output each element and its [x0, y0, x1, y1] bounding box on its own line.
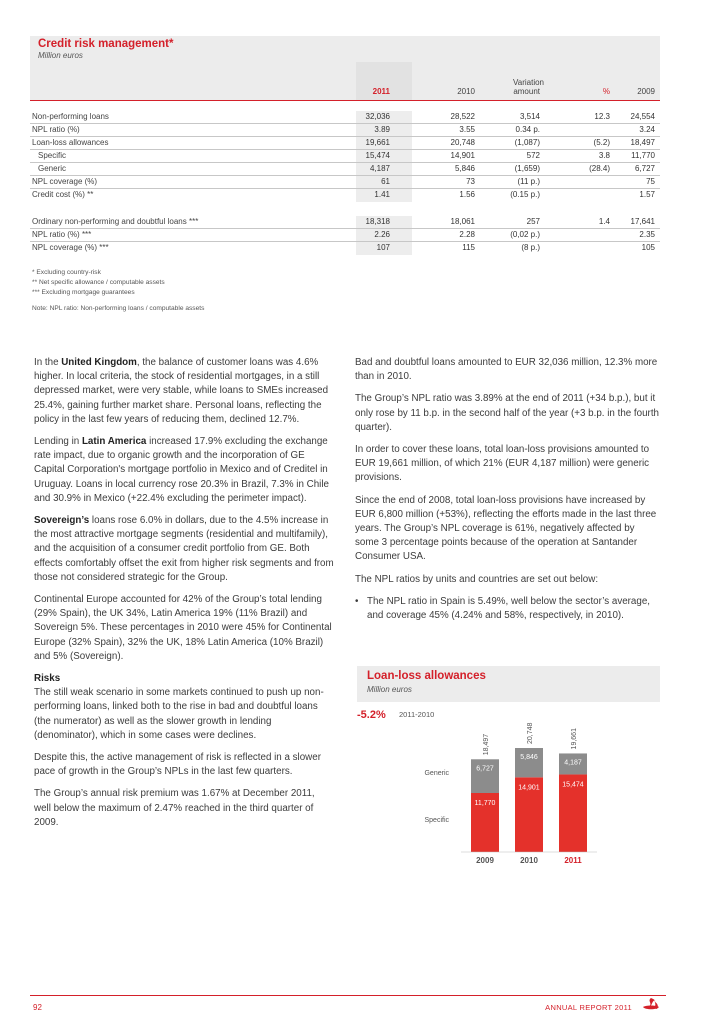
cell-y2011: 18,318 — [365, 217, 390, 226]
row-label: NPL coverage (%) — [32, 177, 98, 186]
cell-pct: 1.4 — [598, 217, 610, 226]
label-total: 18,497 — [483, 733, 490, 756]
table-row — [30, 189, 660, 202]
col-head-pct: % — [602, 87, 610, 96]
cell-y2010: 14,901 — [450, 151, 475, 160]
cell-y2011: 4,187 — [369, 164, 390, 173]
col-head-amount: amount — [513, 87, 540, 96]
col-head-2010: 2010 — [457, 87, 475, 96]
chart-title: Loan-loss allowances — [367, 670, 486, 682]
table-row — [30, 176, 660, 189]
paragraph-sovereign: Sovereign’s loans rose 6.0% in dollars, due to the 4.5% increase in the most attractive mortgage segments (residential and multifamily), and the acquisition of a consumer credit portfolio from GE. Both effects comfortably offset the exit from higher risk segments and from those not considered strategic for the Group. — [34, 515, 334, 583]
table-title: Credit risk management* — [38, 38, 174, 50]
cell-amount: (0.15 p.) — [510, 190, 540, 199]
label-total: 20,748 — [527, 722, 534, 745]
chart-change: -5.2% — [357, 709, 386, 721]
table-note: Note: NPL ratio: Non-performing loans / computable assets — [32, 305, 205, 312]
column-headers — [30, 62, 660, 100]
cell-y2009: 2.35 — [639, 230, 655, 239]
page-number: 92 — [33, 1003, 42, 1012]
cell-y2010: 1.56 — [459, 190, 475, 199]
cell-y2010: 2.28 — [459, 230, 475, 239]
cell-y2010: 28,522 — [450, 112, 475, 121]
row-label: Credit cost (%) ** — [32, 190, 94, 199]
cell-y2011: 61 — [381, 177, 390, 186]
row-label: Non-performing loans — [32, 112, 109, 121]
header-rule — [30, 100, 660, 101]
paragraph-uk: In the United Kingdom, the balance of customer loans was 4.6% higher. In local criteria, the stock of residential mortgages, in a still depressed market, were very stable, while loans to SMEs increased 25.4%, gaining further market share. Personal loans, reflecting the policy in the last few years of reducing them, declined 12.7%. — [34, 357, 329, 425]
paragraph-bad-loans: Bad and doubtful loans amounted to EUR 32,036 million, 12.3% more than in 2010. — [355, 357, 658, 383]
cell-y2010: 20,748 — [450, 138, 475, 147]
footer-rule — [30, 995, 666, 996]
row-label: NPL ratio (%) *** — [32, 230, 92, 239]
label-generic: 4,187 — [564, 759, 582, 767]
cell-pct: 12.3 — [594, 112, 610, 121]
footnote: *** Excluding mortgage guarantees — [32, 289, 135, 296]
cell-amount: 0.34 p. — [515, 125, 540, 134]
cell-y2009: 24,554 — [630, 112, 655, 121]
label-specific: 11,770 — [474, 800, 496, 808]
col-head-variation: Variation — [513, 78, 544, 87]
table-row — [30, 229, 660, 242]
table-row — [30, 137, 660, 150]
cell-y2009: 1.57 — [639, 190, 655, 199]
row-label: Generic — [38, 164, 67, 173]
cell-amount: (1,087) — [514, 138, 540, 147]
label-generic: 6,727 — [476, 765, 494, 773]
right-column — [355, 356, 660, 623]
bullet-text: The NPL ratio in Spain is 5.49%, well below the sector’s average, and coverage 45% (4.24% and 58%, respectively, in 2010). — [367, 595, 650, 622]
credit-risk-table — [30, 36, 660, 252]
paragraph-despite: Despite this, the active management of risk is reflected in a slower pace of growth in the Group’s NPLs in the last few quarters. — [34, 752, 321, 778]
paragraph-premium: The Group’s annual risk premium was 1.67% at December 2011, well below the maximum of 2.47% reached in the third quarter of 2009. — [34, 788, 315, 828]
label-specific: 14,901 — [518, 784, 540, 792]
cell-pct: (5.2) — [593, 138, 610, 147]
cell-amount: (8 p.) — [521, 243, 540, 252]
cell-y2009: 17,641 — [630, 217, 655, 226]
cell-y2009: 3.24 — [639, 125, 655, 134]
cell-y2011: 1.41 — [374, 190, 390, 199]
cell-y2011: 15,474 — [365, 151, 390, 160]
bullet-mark: • — [355, 595, 359, 607]
cell-amount: (0,02 p.) — [510, 230, 540, 239]
paragraph-risks: The still weak scenario in some markets continued to push up non-performing loans, linked both to the rise in bad and doubtful loans (the numerator) as well as the slower growth in lending (denominator), which in some cases were declines. — [34, 687, 324, 741]
chart-subtitle: Million euros — [367, 685, 412, 694]
table-row — [30, 111, 660, 124]
x-tick-label: 2009 — [476, 856, 494, 865]
cell-amount: (1,659) — [514, 164, 540, 173]
footnote: ** Net specific allowance / computable assets — [32, 279, 165, 286]
cell-y2009: 6,727 — [634, 164, 655, 173]
row-label: NPL ratio (%) — [32, 125, 80, 134]
cell-y2011: 107 — [376, 243, 390, 252]
cell-y2010: 3.55 — [459, 125, 475, 134]
x-tick-label: 2010 — [520, 856, 538, 865]
chart-change-period: 2011-2010 — [399, 710, 435, 719]
table-row — [30, 163, 660, 176]
cell-y2009: 105 — [641, 243, 655, 252]
cell-pct: 3.8 — [598, 151, 610, 160]
label-specific: 15,474 — [562, 781, 584, 789]
cell-amount: 257 — [526, 217, 540, 226]
flame-logo-icon — [641, 997, 661, 1011]
left-column — [34, 356, 334, 838]
cell-pct: (28.4) — [589, 164, 610, 173]
cell-y2010: 115 — [462, 243, 475, 252]
table-footnotes — [32, 268, 204, 314]
table-subtitle: Million euros — [38, 51, 83, 60]
legend-generic: Generic — [424, 770, 449, 777]
cell-y2011: 32,036 — [365, 112, 390, 121]
table-row — [30, 216, 660, 229]
table-header — [30, 36, 660, 62]
risks-heading: Risks — [34, 673, 61, 685]
cell-y2009: 75 — [646, 177, 655, 186]
cell-amount: 3,514 — [519, 112, 540, 121]
bullet-spain — [355, 595, 660, 623]
cell-y2009: 11,770 — [631, 151, 655, 160]
footnote: * Excluding country-risk — [32, 269, 101, 276]
cell-y2010: 18,061 — [450, 217, 475, 226]
paragraph-latam: Lending in Latin America increased 17.9% excluding the exchange rate impact, due to organic growth and the incorporation of GE Capital Corporation's mortgage portfolio in Mexico and of Creditel in Uruguay. Loans in local currency rose 20.3% in Brazil, 7.3% in Chile and 30.9% in Mexico (+22.4% excluding the perimeter impact). — [34, 436, 329, 504]
col-head-2011: 2011 — [372, 87, 390, 96]
paragraph-units: The NPL ratios by units and countries are set out below: — [355, 573, 599, 585]
col-head-2009: 2009 — [637, 87, 655, 96]
report-title: ANNUAL REPORT 2011 — [545, 1003, 632, 1012]
legend-specific: Specific — [424, 817, 449, 824]
cell-y2011: 3.89 — [374, 125, 390, 134]
chart-header — [357, 666, 660, 702]
paragraph-npl-ratio: The Group’s NPL ratio was 3.89% at the end of 2011 (+34 b.p.), but it only rose by 11 b.p. in the second half of the year (+3 b.p. in the fourth quarter). — [355, 393, 659, 433]
paragraph-continental: Continental Europe accounted for 42% of the Group’s total lending (29% Spain), the UK 34%, Latin America 19% (11% Brazil) and Sovereign 5%. These percentages in 2010 were 45% for Continental Europe (32% Spain), 32% the UK, 18% Latin America (10% Brazil) and 5% (Sovereign). — [34, 594, 332, 662]
row-label: Ordinary non-performing and doubtful loans *** — [32, 217, 199, 226]
cell-y2010: 73 — [466, 177, 475, 186]
cell-y2009: 18,497 — [630, 138, 655, 147]
row-label: Specific — [38, 151, 67, 160]
row-label: NPL coverage (%) *** — [32, 243, 109, 252]
bar-generic — [515, 748, 543, 777]
cell-y2010: 5,846 — [454, 164, 475, 173]
loan-loss-chart — [357, 704, 660, 874]
cell-y2011: 2.26 — [374, 230, 390, 239]
row-label: Loan-loss allowances — [32, 138, 109, 147]
table-row — [30, 242, 660, 255]
table-row — [30, 124, 660, 137]
label-total: 19,661 — [571, 728, 578, 750]
cell-amount: 572 — [526, 151, 540, 160]
x-tick-label: 2011 — [564, 856, 582, 865]
paragraph-since: Since the end of 2008, total loan-loss provisions have increased by EUR 6,800 million (+53%), reflecting the efforts made in the last three years. The Group’s NPL coverage is 61%, negatively affected by some 3 percentage points because of the operation at Santander Consumer USA. — [355, 494, 657, 563]
label-generic: 5,846 — [520, 754, 538, 762]
cell-y2011: 19,661 — [365, 138, 390, 147]
paragraph-provisions: In order to cover these loans, total loan-loss provisions amounted to EUR 19,661 million, of which 21% (EUR 4,187 million) were generic provisions. — [355, 444, 650, 484]
table-row — [30, 150, 660, 163]
cell-amount: (11 p.) — [517, 177, 540, 186]
